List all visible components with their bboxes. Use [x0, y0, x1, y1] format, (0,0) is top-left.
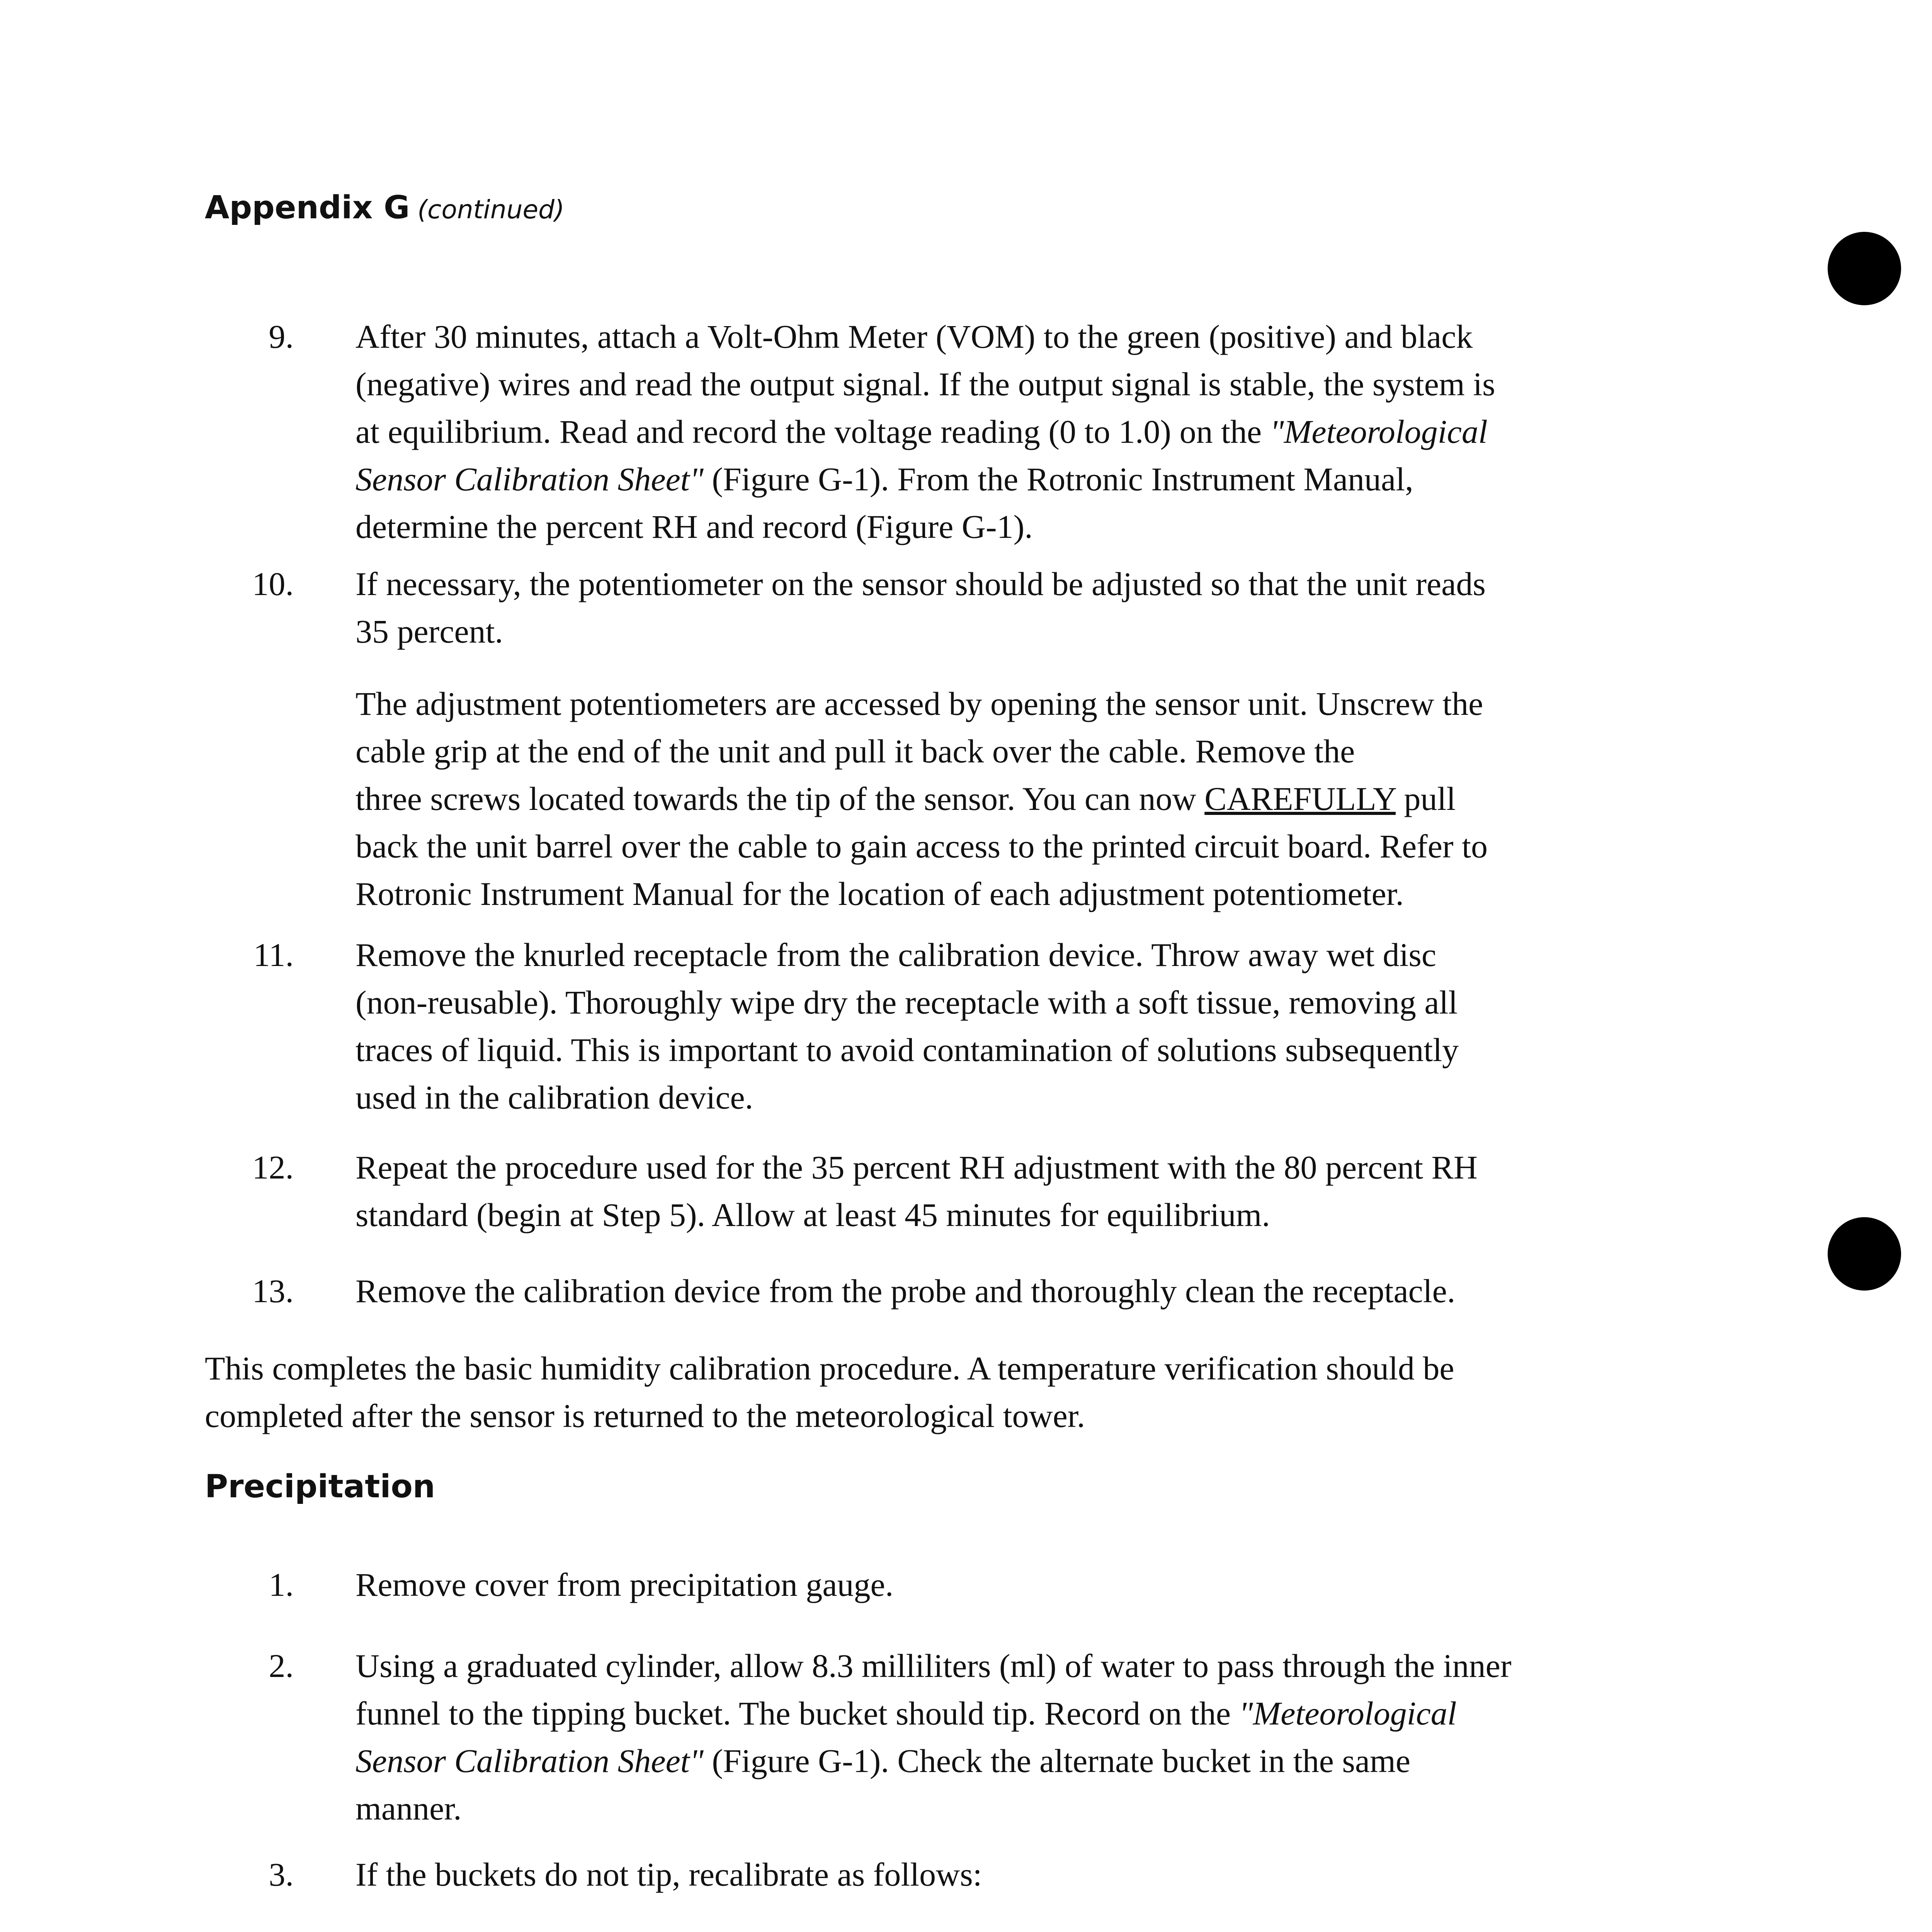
- step-line: used in the calibration device.: [355, 1079, 753, 1116]
- binder-hole-middle: [1828, 1217, 1901, 1291]
- step-text: [355, 931, 1766, 1121]
- para-line: cable grip at the end of the unit and pull it back over the cable. Remove the: [355, 733, 1355, 770]
- step-line: funnel to the tipping bucket. The bucket should tip. Record on the "Meteorological: [355, 1695, 1457, 1732]
- step-number: 12.: [252, 1149, 294, 1186]
- para-line: completed after the sensor is returned to the meteorological tower.: [205, 1397, 1085, 1434]
- step-line: Using a graduated cylinder, allow 8.3 milliliters (ml) of water to pass through the inner: [355, 1647, 1512, 1684]
- step-number: 1.: [269, 1566, 294, 1603]
- step-line: Sensor Calibration Sheet" (Figure G-1). Check the alternate bucket in the same: [355, 1742, 1411, 1779]
- step-text: [355, 1267, 1766, 1315]
- step-line: If necessary, the potentiometer on the sensor should be adjusted so that the unit reads: [355, 565, 1486, 602]
- summary-paragraph: [205, 1345, 1808, 1440]
- step-line: determine the percent RH and record (Figure G-1).: [355, 508, 1033, 545]
- binder-hole-top: [1828, 232, 1901, 305]
- para-line: back the unit barrel over the cable to gain access to the printed circuit board. Refer to: [355, 828, 1488, 865]
- step-line: 35 percent.: [355, 613, 503, 650]
- step-text: [355, 1144, 1766, 1239]
- step-number: 11.: [253, 936, 294, 973]
- para-line: Rotronic Instrument Manual for the location of each adjustment potentiometer.: [355, 875, 1404, 912]
- step-line: Remove the calibration device from the probe and thoroughly clean the receptacle.: [355, 1272, 1456, 1310]
- step-text: [355, 560, 1766, 655]
- step-text: [355, 1851, 1766, 1898]
- step-line: standard (begin at Step 5). Allow at least 45 minutes for equilibrium.: [355, 1196, 1270, 1233]
- step-text: [355, 1561, 1766, 1609]
- step-line: Remove cover from precipitation gauge.: [355, 1566, 894, 1603]
- para-line: three screws located towards the tip of the sensor. You can now CAREFULLY pull: [355, 780, 1456, 817]
- appendix-title: Appendix G: [205, 189, 410, 226]
- step-line: Repeat the procedure used for the 35 percent RH adjustment with the 80 percent RH: [355, 1149, 1478, 1186]
- step-text: [355, 1642, 1766, 1832]
- adjustment-paragraph: [355, 680, 1766, 918]
- step-line: Sensor Calibration Sheet" (Figure G-1). From the Rotronic Instrument Manual,: [355, 461, 1413, 498]
- step-line: If the buckets do not tip, recalibrate as follows:: [355, 1856, 982, 1893]
- step-number: 13.: [252, 1272, 294, 1310]
- step-line: (negative) wires and read the output signal. If the output signal is stable, the system is: [355, 366, 1495, 403]
- para-line: The adjustment potentiometers are accessed by opening the sensor unit. Unscrew the: [355, 685, 1483, 722]
- step-number: 9.: [269, 318, 294, 355]
- step-number: 2.: [269, 1647, 294, 1684]
- step-number: 3.: [269, 1856, 294, 1893]
- step-text: [355, 313, 1766, 551]
- carefully-emphasis: CAREFULLY: [1204, 780, 1396, 817]
- step-line: After 30 minutes, attach a Volt-Ohm Meter (VOM) to the green (positive) and black: [355, 318, 1473, 355]
- step-number: 10.: [252, 565, 294, 602]
- precipitation-heading: Precipitation: [205, 1468, 435, 1505]
- step-line: Remove the knurled receptacle from the calibration device. Throw away wet disc: [355, 936, 1437, 973]
- step-line: manner.: [355, 1790, 462, 1827]
- step-line: at equilibrium. Read and record the voltage reading (0 to 1.0) on the "Meteorological: [355, 413, 1488, 450]
- step-line: traces of liquid. This is important to avoid contamination of solutions subsequently: [355, 1031, 1459, 1068]
- step-line: (non-reusable). Thoroughly wipe dry the receptacle with a soft tissue, removing all: [355, 984, 1458, 1021]
- para-line: This completes the basic humidity calibration procedure. A temperature verification should be: [205, 1350, 1454, 1387]
- appendix-continued: (continued): [417, 195, 565, 224]
- appendix-header: [205, 189, 565, 226]
